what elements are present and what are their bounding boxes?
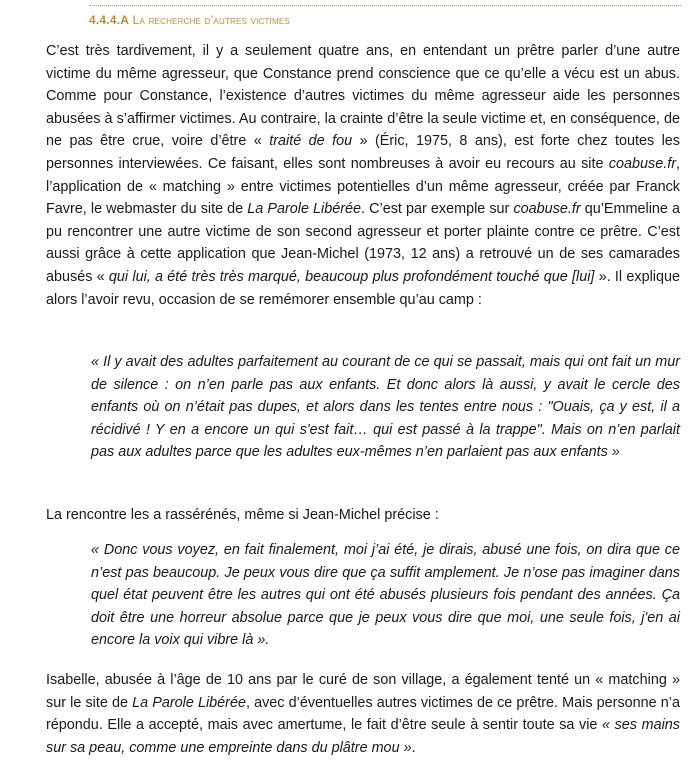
text-run: , avec d’éventuelles autres victimes de ce prêtre. Mais personne n’a répondu. Elle a accepté, mais avec amertume, le fait d’être seule à sentir toute sa vie bbox=[46, 694, 681, 734]
italic-run: La Parole Libérée bbox=[247, 201, 362, 218]
section-number: 4.4.4.A bbox=[89, 13, 130, 27]
section-heading bbox=[89, 13, 290, 27]
text-run: , l’application de « matching » entre victimes potentielles d’un même agresseur, créée par Franck Favre, le webmaster du site de bbox=[46, 155, 680, 218]
section-title: La recherche d’autres victimes bbox=[132, 13, 290, 27]
italic-run: coabuse.fr bbox=[608, 155, 676, 172]
italic-run: La Parole Libérée bbox=[132, 694, 246, 711]
body-paragraph-3 bbox=[46, 669, 680, 759]
text-run: qu’Emmeline a pu rencontrer une autre victime de son second agresseur et porter plainte contre ce prêtre. C’est aussi grâce à cette application que Jean-Michel (1973, 12 ans) a retrouvé un de ses camarades abusés « bbox=[46, 201, 680, 285]
text-run: . bbox=[411, 739, 416, 756]
italic-run: qui lui, a été très très marqué, beaucoup plus profondément touché que [lui] bbox=[108, 268, 595, 285]
text-run: C’est très tardivement, il y a seulement quatre ans, en entendant un prêtre parler d’une autre victime du même agresseur, que Constance prend conscience que ce qu’elle a vécu est un abus. Comme pour Constance, l’existence d’autres victimes du même agresseur aide les personnes abusées à s’affirmer victimes. Au contraire, la crainte d’être la seule victime et, en conséquence, de ne pas être crue, voire d’être « bbox=[46, 43, 680, 150]
italic-run: traité de fou bbox=[269, 133, 353, 150]
block-quote-2: « Donc vous voyez, en fait finalement, moi j’ai été, je dirais, abusé une fois, on dira que ce n’est pas beaucoup. Je peux vous dire que ça suffit amplement. Je n’ose pas imaginer dans quel état peuvent être les autres qui ont été abusés plusieurs fois pendant des années. Ça doit être une horreur absolue parce que je peux vous dire que moi, une seule fois, j'en ai encore la voix qui vibre là ». bbox=[91, 542, 680, 649]
block-quote-1: « Il y avait des adultes parfaitement au courant de ce qui se passait, mais qui ont fait un mur de silence : on n’en parle pas aux enfants. Et donc alors là aussi, y avait le cercle des enfants où on n’était pas dupes, et alors dans les tentes entre nous : "Ouais, ça y est, il a récidivé ! Y en a encore un qui s'est fait… qui est passé à la trappe". Mais on n’en parlait pas aux adultes parce que les adultes eux-mêmes n’en parlaient pas aux enfants » bbox=[91, 354, 680, 461]
body-paragraph-2: La rencontre les a rassérénés, même si Jean-Michel précise : bbox=[46, 507, 439, 523]
text-run: ». Il explique alors l’avoir revu, occasion de se remémorer ensemble qu’au camp : bbox=[46, 268, 680, 308]
top-dotted-rule bbox=[89, 5, 681, 6]
italic-run: coabuse.fr bbox=[513, 201, 581, 218]
text-run: » (Éric, 1975, 8 ans), est forte chez toutes les personnes interviewées. Ce faisant, elles sont nombreuses à avoir eu recours au site bbox=[46, 133, 680, 172]
body-paragraph-1 bbox=[46, 40, 680, 311]
text-run: Isabelle, abusée à l’âge de 10 ans par le curé de son village, a également tenté un « matching » sur le site de bbox=[46, 672, 680, 711]
text-run: . C’est par exemple sur bbox=[361, 201, 514, 218]
italic-run: « ses mains sur sa peau, comme une empreinte dans du plâtre mou » bbox=[46, 717, 680, 756]
